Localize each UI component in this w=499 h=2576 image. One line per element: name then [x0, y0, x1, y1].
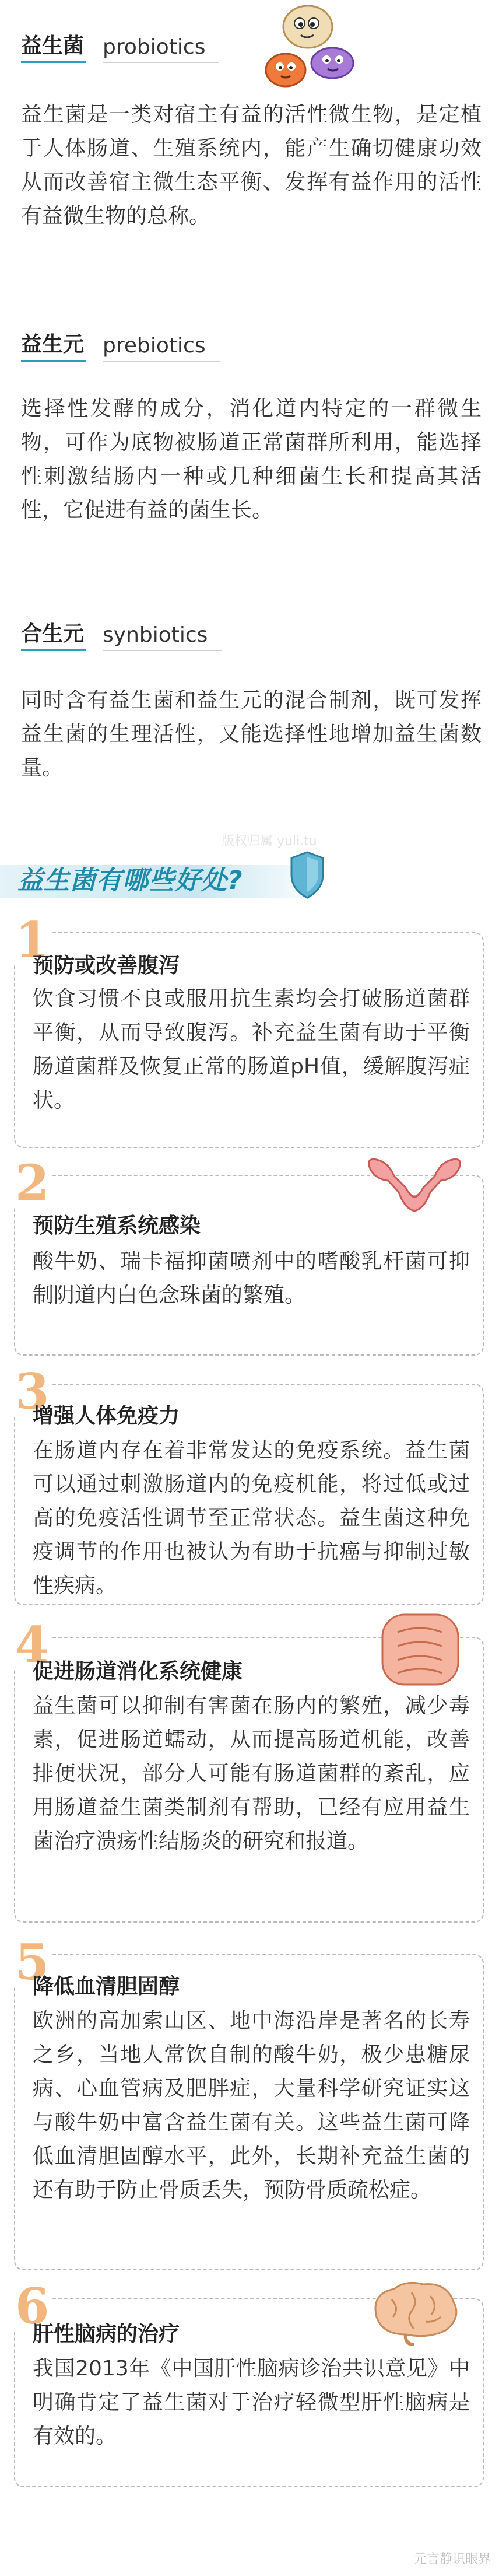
definition-text-synbiotics: 同时含有益生菌和益生元的混合制剂，既可发挥益生菌的生理活性，又能选择性地增加益生菌数量。: [21, 688, 482, 780]
footer-watermark: 元言静识眼界: [413, 2552, 491, 2567]
benefit-number: 3: [12, 1367, 52, 1416]
benefit-title: 肝性脑病的治疗: [33, 2322, 180, 2346]
benefit-number: 5: [12, 1938, 52, 1987]
benefit-title: 降低血清胆固醇: [33, 1975, 180, 1999]
definition-text-prebiotics: 选择性发酵的成分，消化道内特定的一群微生物，可作为底物被肠道正常菌群所利用，能选择性刺激结肠内一种或几种细菌生长和提高其活性，它促进有益的菌生长。: [21, 397, 482, 522]
benefit-number: 1: [12, 916, 52, 965]
benefit-text: 饮食习惯不良或服用抗生素均会打破肠道菌群平衡，从而导致腹泻。补充益生菌有助于平衡肠道菌群及恢复正常的肠道pH值，缓解腹泻症状。: [33, 987, 470, 1112]
definition-header-probiotics: [21, 30, 219, 63]
section-banner: [0, 843, 499, 913]
definition-term-cn: 合生元: [21, 621, 86, 651]
benefit-text: 在肠道内存在着非常发达的免疫系统。益生菌可以通过刺激肠道内的免疫机能，将过低或过高的免疫活性调节至正常状态。益生菌这种免疫调节的作用也被认为有助于抗癌与抑制过敏性疾病。: [33, 1438, 470, 1598]
brain-icon: [365, 2276, 464, 2346]
banner-title: 益生菌有哪些好处?: [17, 866, 243, 895]
benefit-title: 促进肠道消化系统健康: [33, 1660, 243, 1684]
definition-header-synbiotics: [21, 618, 222, 651]
benefit-number: 2: [12, 1158, 52, 1208]
benefit-card-5: [14, 1933, 484, 2270]
benefit-card-4: [14, 1616, 484, 1923]
benefit-title: 预防或改善腹泻: [33, 954, 180, 978]
benefit-text: 我国2013年《中国肝性脑病诊治共识意见》中明确肯定了益生菌对于治疗轻微型肝性脑病是有效的。: [33, 2357, 470, 2448]
intestine-icon: [377, 1609, 464, 1690]
watermark: 版权归属 yuli.tu: [222, 834, 317, 849]
benefit-card-3: [14, 1363, 484, 1605]
benefit-number: 4: [12, 1620, 52, 1670]
definition-term-en: synbiotics: [103, 622, 222, 651]
benefit-card-1: [14, 911, 484, 1148]
benefit-card-2: [14, 1154, 484, 1356]
benefit-text: 酸牛奶、瑞卡福抑菌喷剂中的嗜酸乳杆菌可抑制阴道内白色念珠菌的繁殖。: [33, 1250, 470, 1307]
benefit-text: 益生菌可以抑制有害菌在肠内的繁殖，减少毒素，促进肠道蠕动，从而提高肠道机能，改善排便状况，部分人可能有肠道菌群的紊乱，应用肠道益生菌类制剂有帮助，已经有应用益生菌治疗溃疡性结肠炎的研究和报道。: [33, 1694, 470, 1853]
definition-term-en: probiotics: [103, 34, 219, 63]
definition-text-probiotics: 益生菌是一类对宿主有益的活性微生物，是定植于人体肠道、生殖系统内，能产生确切健康功效从而改善宿主微生态平衡、发挥有益作用的活性有益微生物的总称。: [21, 103, 482, 228]
definition-term-en: prebiotics: [103, 333, 220, 362]
benefit-number: 6: [12, 2282, 52, 2331]
definition-term-cn: 益生元: [21, 332, 86, 362]
benefit-card-6: [14, 2277, 484, 2487]
shield-icon: [287, 849, 328, 901]
benefit-text: 欧洲的高加索山区、地中海沿岸是著名的长寿之乡，当地人常饮自制的酸牛奶，极少患糖尿病、心血管病及肥胖症，大量科学研究证实这与酸牛奶中富含益生菌有关。这些益生菌可降低血清胆固醇水平，此外，长期补充益生菌的还有助于防止骨质丢失，预防骨质疏松症。: [33, 2009, 470, 2202]
uterus-icon: [359, 1153, 470, 1217]
benefit-title: 预防生殖系统感染: [33, 1214, 201, 1238]
bacteria-cartoon-icon: [251, 0, 361, 99]
benefit-title: 增强人体免疫力: [33, 1404, 180, 1428]
definition-term-cn: 益生菌: [21, 33, 86, 63]
definition-header-prebiotics: [21, 329, 220, 362]
